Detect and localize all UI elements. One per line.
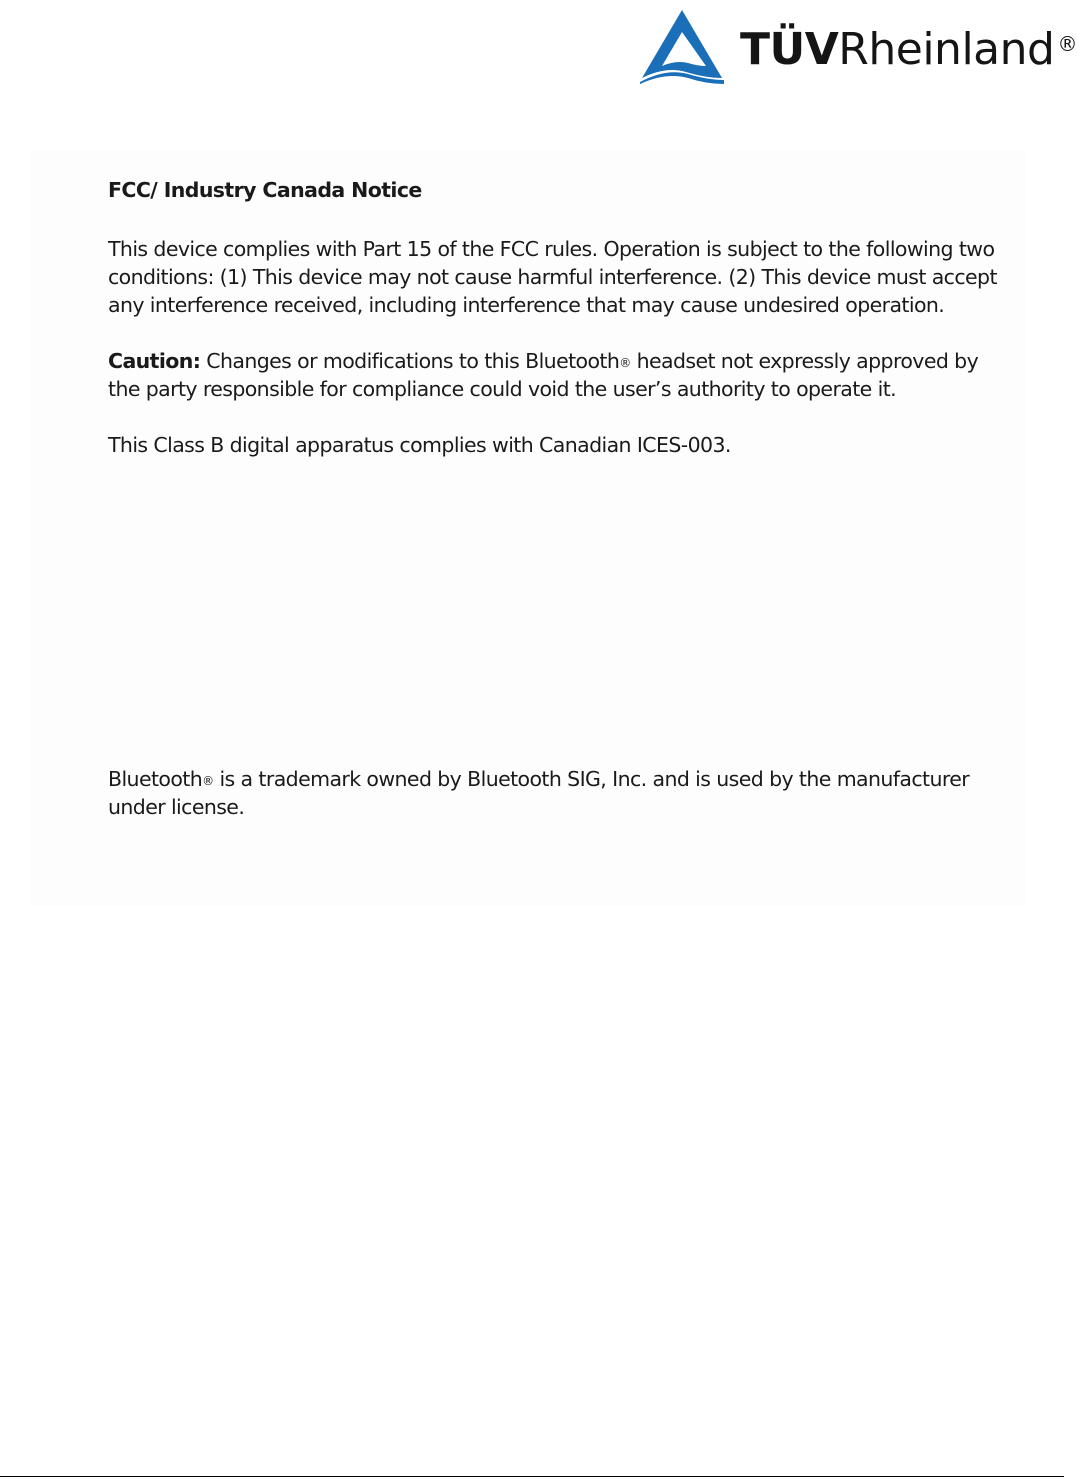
notice-heading: FCC/ Industry Canada Notice	[108, 178, 422, 202]
trademark-paragraph	[108, 765, 1008, 821]
logo-name-bold: TÜV	[740, 24, 839, 75]
caution-paragraph	[108, 347, 1008, 403]
logo-name-regular: Rheinland	[838, 24, 1055, 75]
caution-text-after: headset not expressly approved by the party responsible for compliance could void the user’s authority to operate it.	[108, 349, 979, 401]
bottom-rule	[0, 1476, 1064, 1477]
logo-wordmark	[740, 24, 1077, 76]
fcc-notice-section	[108, 176, 1008, 487]
caution-label: Caution:	[108, 349, 201, 373]
caution-text-before: Changes or modifications to this Bluetooth	[206, 349, 620, 373]
trademark-text-after: is a trademark owned by Bluetooth SIG, Inc. and is used by the manufacturer under license.	[108, 767, 970, 819]
trademark-registered-mark: ®	[202, 774, 214, 788]
ices-paragraph: This Class B digital apparatus complies with Canadian ICES-003.	[108, 433, 731, 457]
caution-registered-mark: ®	[619, 356, 631, 370]
compliance-paragraph: This device complies with Part 15 of the FCC rules. Operation is subject to the following two conditions: (1) This device may not cause harmful interference. (2) This device must accept any interference received, including interference that may cause undesired operation.	[108, 237, 997, 317]
logo-registered-mark: ®	[1057, 32, 1077, 56]
tuv-rheinland-logo	[636, 8, 1077, 84]
trademark-text-before: Bluetooth	[108, 767, 203, 791]
tuv-triangle-logo-icon	[636, 8, 728, 84]
